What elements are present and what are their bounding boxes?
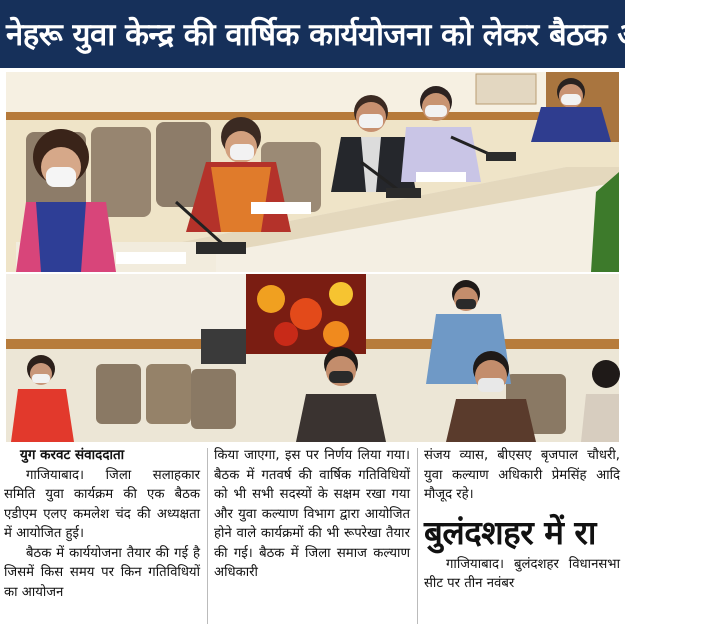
article-paragraph: किया जाएगा, इस पर निर्णय लिया गया। बैठक में गतवर्ष की वार्षिक गतिविधियों को भी सभी सदस्यों के सक्षम रखा गया और युवा कल्याण विभाग द्वारा आयोजित होने वाले कार्यक्रमों की भी रूपरेखा तैयार की गई। बैठक में जिला समाज कल्याण अधिकारी xyxy=(214,448,410,580)
article-column-1 xyxy=(4,446,200,602)
column-divider xyxy=(417,448,418,624)
article-column-3 xyxy=(424,446,620,594)
headline-banner xyxy=(0,0,722,68)
article-paragraph: गाजियाबाद। बुलंदशहर विधानसभा सीट पर तीन नवंबर xyxy=(424,556,620,591)
byline: युग करवट संवाददाता xyxy=(20,447,125,463)
column-divider xyxy=(207,448,208,624)
article-column-2 xyxy=(214,446,410,583)
meeting-photo-bottom xyxy=(6,274,619,442)
article-paragraph: संजय व्यास, बीएसए बृजपाल चौधरी, युवा कल्याण अधिकारी प्रेमसिंह आदि मौजूद रहे। xyxy=(424,448,620,502)
meeting-photo-top xyxy=(6,72,619,272)
article-paragraph: गाजियाबाद। जिला सलाहकार समिति युवा कार्यक्रम की एक बैठक एडीएम एलए कमलेश चंद की अध्यक्षता में आयोजित हुई। xyxy=(4,467,200,541)
next-article-headline: बुलंदशहर में रा xyxy=(424,512,596,552)
headline-text: नेहरू युवा केन्द्र की वार्षिक कार्ययोजना को लेकर बैठक आयोजित xyxy=(6,17,722,53)
article-paragraph: बैठक में कार्ययोजना तैयार की गई है जिसमें किस समय पर किन गतिविधियों का आयोजन xyxy=(4,545,200,600)
